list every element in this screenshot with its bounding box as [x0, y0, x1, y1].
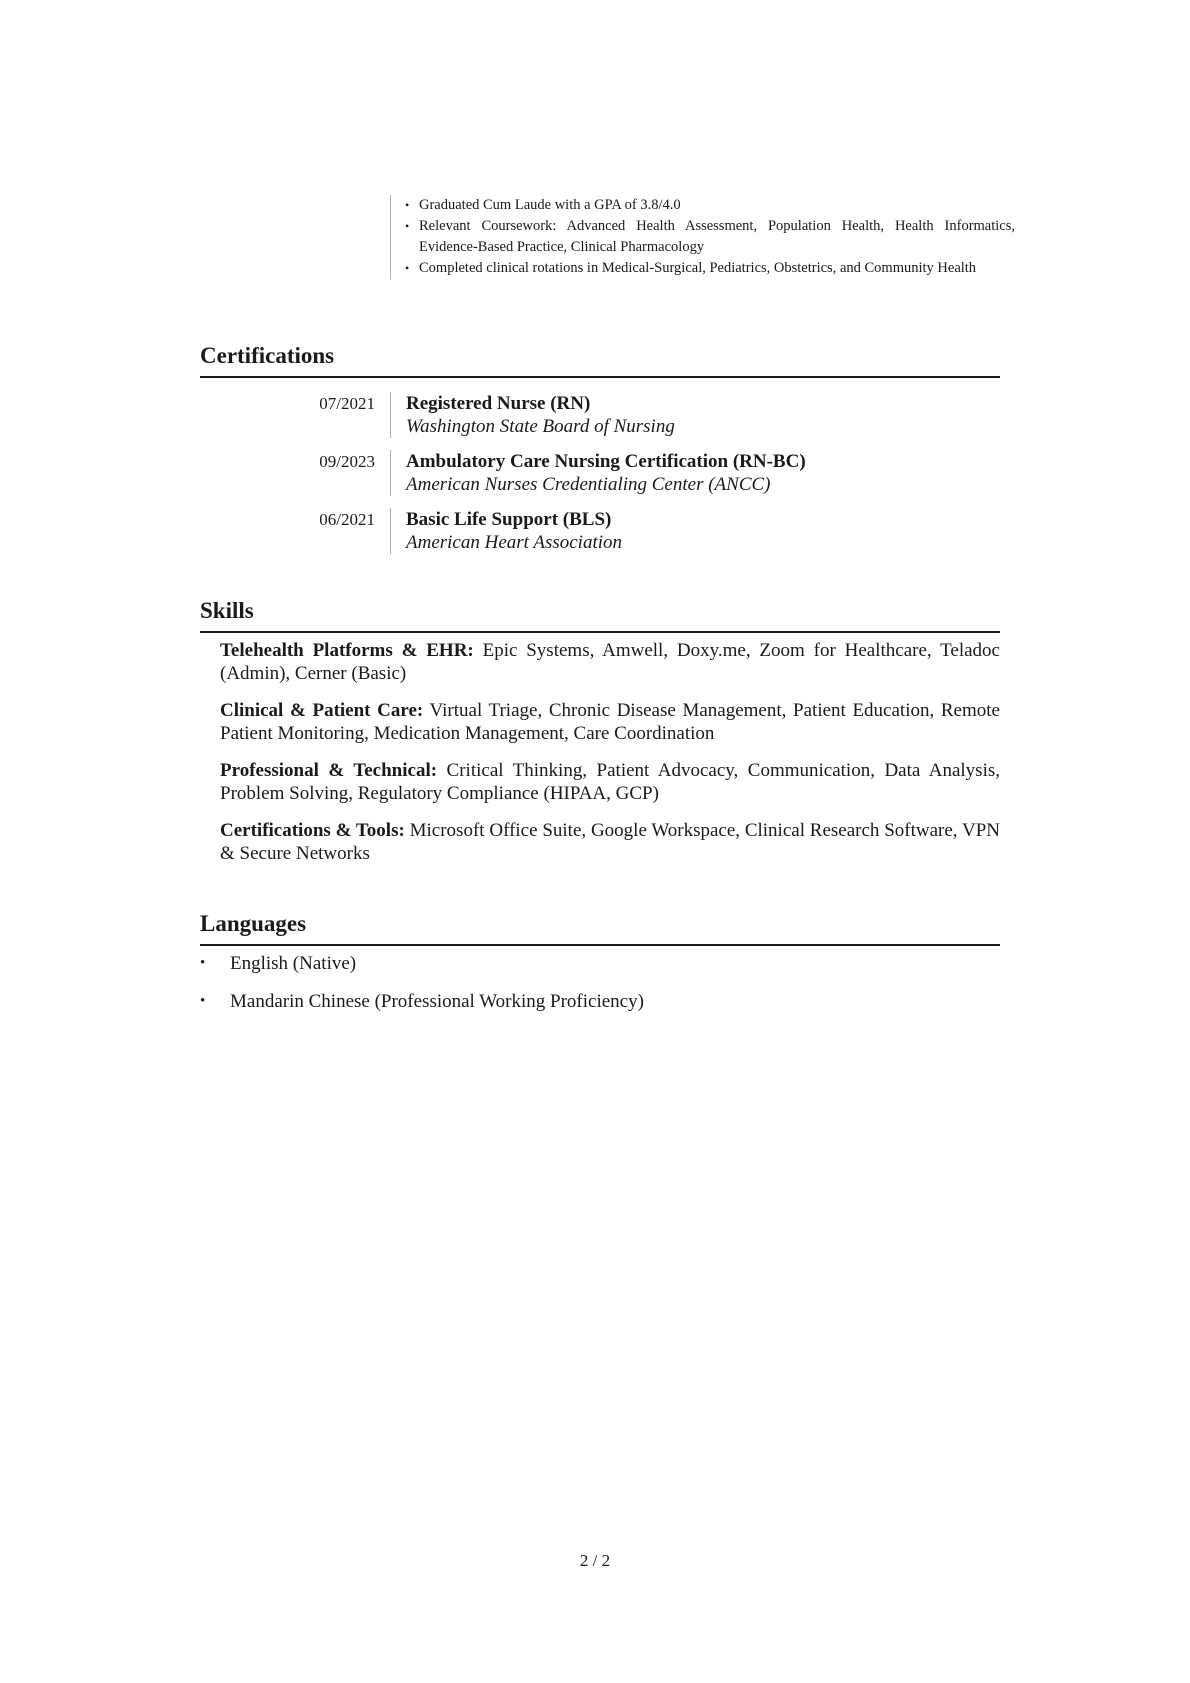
certification-date: 09/2023 — [319, 452, 375, 471]
skill-category: Telehealth Platforms & EHR: — [220, 640, 474, 661]
section-title: Languages — [200, 910, 1000, 946]
skill-row — [220, 819, 1000, 865]
languages-section — [200, 910, 1000, 1028]
certification-issuer: American Nurses Credentialing Center (ANCC) — [406, 474, 771, 495]
section-title: Skills — [200, 597, 1000, 633]
education-bullet: • Completed clinical rotations in Medical-Surgical, Pediatrics, Obstetrics, and Community Health — [405, 258, 1015, 279]
language-item: • English (Native) — [200, 952, 1000, 975]
skill-row — [220, 699, 1000, 745]
skill-category: Professional & Technical: — [220, 760, 438, 781]
skills-section — [200, 597, 1000, 879]
certification-entry — [200, 508, 1000, 554]
skill-list: Critical Thinking, Patient Advocacy, Communication, Data Analysis, Problem Solving, Regulatory Compliance (HIPAA, GCP) — [220, 760, 1000, 804]
certification-name: Registered Nurse (RN) — [406, 393, 591, 414]
certification-name: Ambulatory Care Nursing Certification (RN-BC) — [406, 451, 806, 472]
certification-date: 06/2021 — [319, 510, 375, 529]
education-bullet: • Relevant Coursework: Advanced Health Assessment, Population Health, Health Informatics, Evidence-Based Practice, Clinical Pharmacology — [405, 216, 1015, 258]
certification-name: Basic Life Support (BLS) — [406, 509, 612, 530]
section-title: Certifications — [200, 342, 1000, 378]
skill-list: Virtual Triage, Chronic Disease Management, Patient Education, Remote Patient Monitoring, Medication Management, Care Coordination — [220, 700, 1000, 744]
certifications-section — [200, 342, 1000, 566]
certification-entry — [200, 392, 1000, 438]
skill-list: Microsoft Office Suite, Google Workspace, Clinical Research Software, VPN & Secure Networks — [220, 820, 1000, 864]
skill-category: Certifications & Tools: — [220, 820, 405, 841]
certification-issuer: American Heart Association — [406, 532, 623, 553]
skill-list: Epic Systems, Amwell, Doxy.me, Zoom for Healthcare, Teladoc (Admin), Cerner (Basic) — [220, 640, 1000, 684]
skill-category: Clinical & Patient Care: — [220, 700, 424, 721]
language-item: • Mandarin Chinese (Professional Working Proficiency) — [200, 990, 1000, 1013]
certification-entry — [200, 450, 1000, 496]
page-number: 2 / 2 — [579, 1551, 611, 1570]
certification-date: 07/2021 — [319, 394, 375, 413]
skill-row — [220, 639, 1000, 685]
education-bullet-list — [405, 195, 1015, 279]
languages-list — [200, 946, 1000, 1013]
certification-issuer: Washington State Board of Nursing — [406, 416, 675, 437]
education-entry-continuation — [390, 195, 1015, 279]
education-bullet: • Graduated Cum Laude with a GPA of 3.8/4.0 — [405, 195, 1015, 216]
skill-row — [220, 759, 1000, 805]
